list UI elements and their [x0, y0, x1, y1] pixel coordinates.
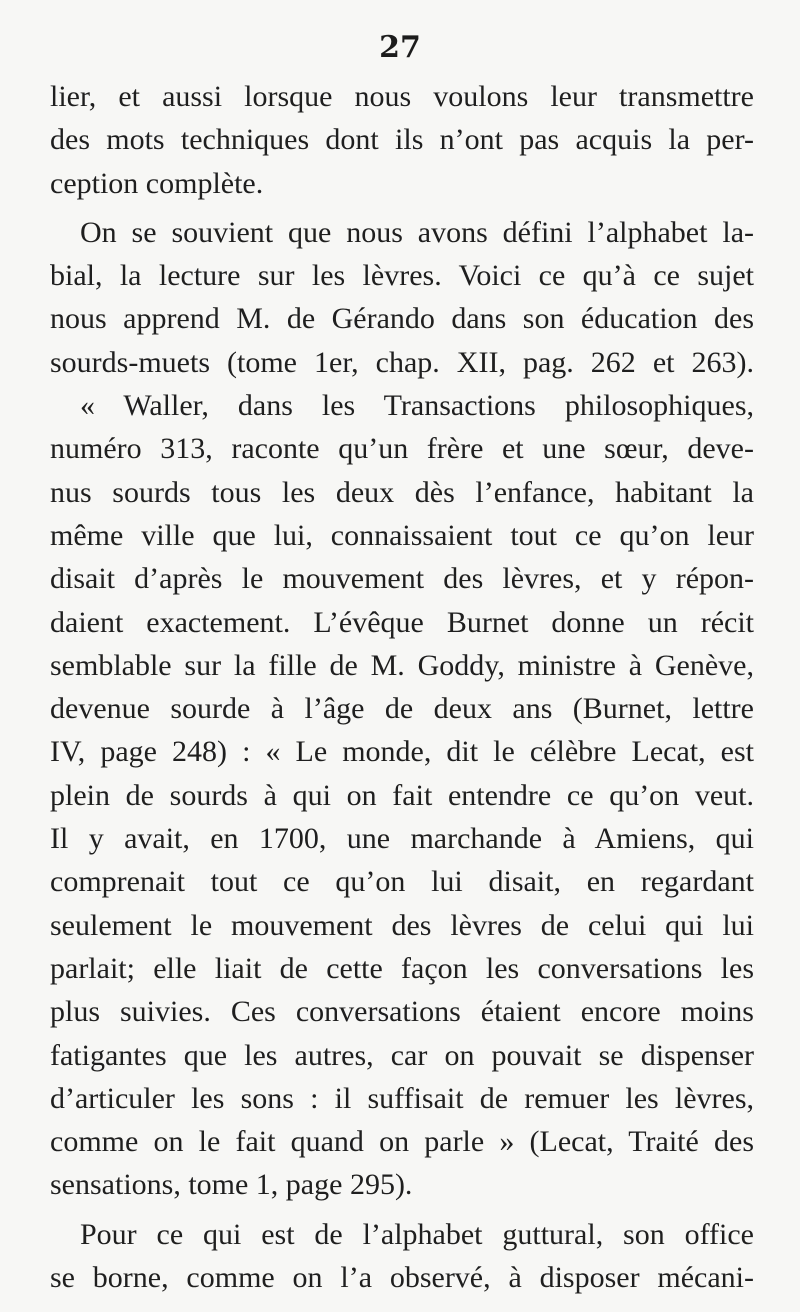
- text-line: ception complète.: [50, 166, 264, 200]
- text-line: « Waller, dans les Transactions philosophiques,: [80, 389, 754, 423]
- text-line: sensations, tome 1, page 295).: [50, 1168, 413, 1202]
- text-line: plein de sourds à qui on fait entendre ce qu’on veut.: [50, 778, 754, 812]
- text-line: d’articuler les sons : il suffisait de remuer les lèvres,: [50, 1081, 754, 1115]
- text-line: lier, et aussi lorsque nous voulons leur transmettre: [50, 80, 754, 113]
- text-line: même ville que lui, connaissaient tout ce qu’on leur: [50, 518, 754, 552]
- text-line: bial, la lecture sur les lèvres. Voici ce qu’à ce sujet: [50, 259, 754, 293]
- text-line: Il y avait, en 1700, une marchande à Amiens, qui: [50, 822, 754, 856]
- text-line: des mots techniques dont ils n’ont pas acquis la per-: [50, 123, 754, 157]
- text-line: comprenait tout ce qu’on lui disait, en regardant: [50, 865, 754, 899]
- text-line: disait d’après le mouvement des lèvres, et y répon-: [50, 562, 754, 596]
- text-line: fatigantes que les autres, car on pouvait se dispenser: [50, 1038, 754, 1072]
- body-text: [50, 75, 754, 1299]
- text-line: seulement le mouvement des lèvres de celui qui lui: [50, 908, 754, 942]
- text-line: Pour ce qui est de l’alphabet guttural, son office: [80, 1217, 754, 1251]
- text-line: se borne, comme on l’a observé, à disposer mécani-: [50, 1261, 754, 1295]
- text-line: sourds-muets (tome 1er, chap. XII, pag. 262 et 263).: [50, 345, 754, 379]
- text-line: daient exactement. L’évêque Burnet donne un récit: [50, 605, 754, 639]
- text-line: IV, page 248) : « Le monde, dit le célèbre Lecat, est: [50, 735, 754, 769]
- text-line: plus suivies. Ces conversations étaient encore moins: [50, 995, 754, 1029]
- text-line: semblable sur la fille de M. Goddy, ministre à Genève,: [50, 648, 754, 682]
- text-line: nus sourds tous les deux dès l’enfance, habitant la: [50, 475, 754, 509]
- page-number: 27: [379, 30, 421, 65]
- text-line: nous apprend M. de Gérando dans son éducation des: [50, 302, 754, 336]
- text-line: devenue sourde à l’âge de deux ans (Burnet, lettre: [50, 692, 754, 726]
- text-line: parlait; elle liait de cette façon les conversations les: [50, 951, 754, 985]
- text-line: On se souvient que nous avons défini l’alphabet la-: [80, 215, 754, 249]
- text-line: numéro 313, raconte qu’un frère et une sœur, deve-: [50, 432, 754, 466]
- text-line: comme on le fait quand on parle » (Lecat, Traité des: [50, 1125, 754, 1159]
